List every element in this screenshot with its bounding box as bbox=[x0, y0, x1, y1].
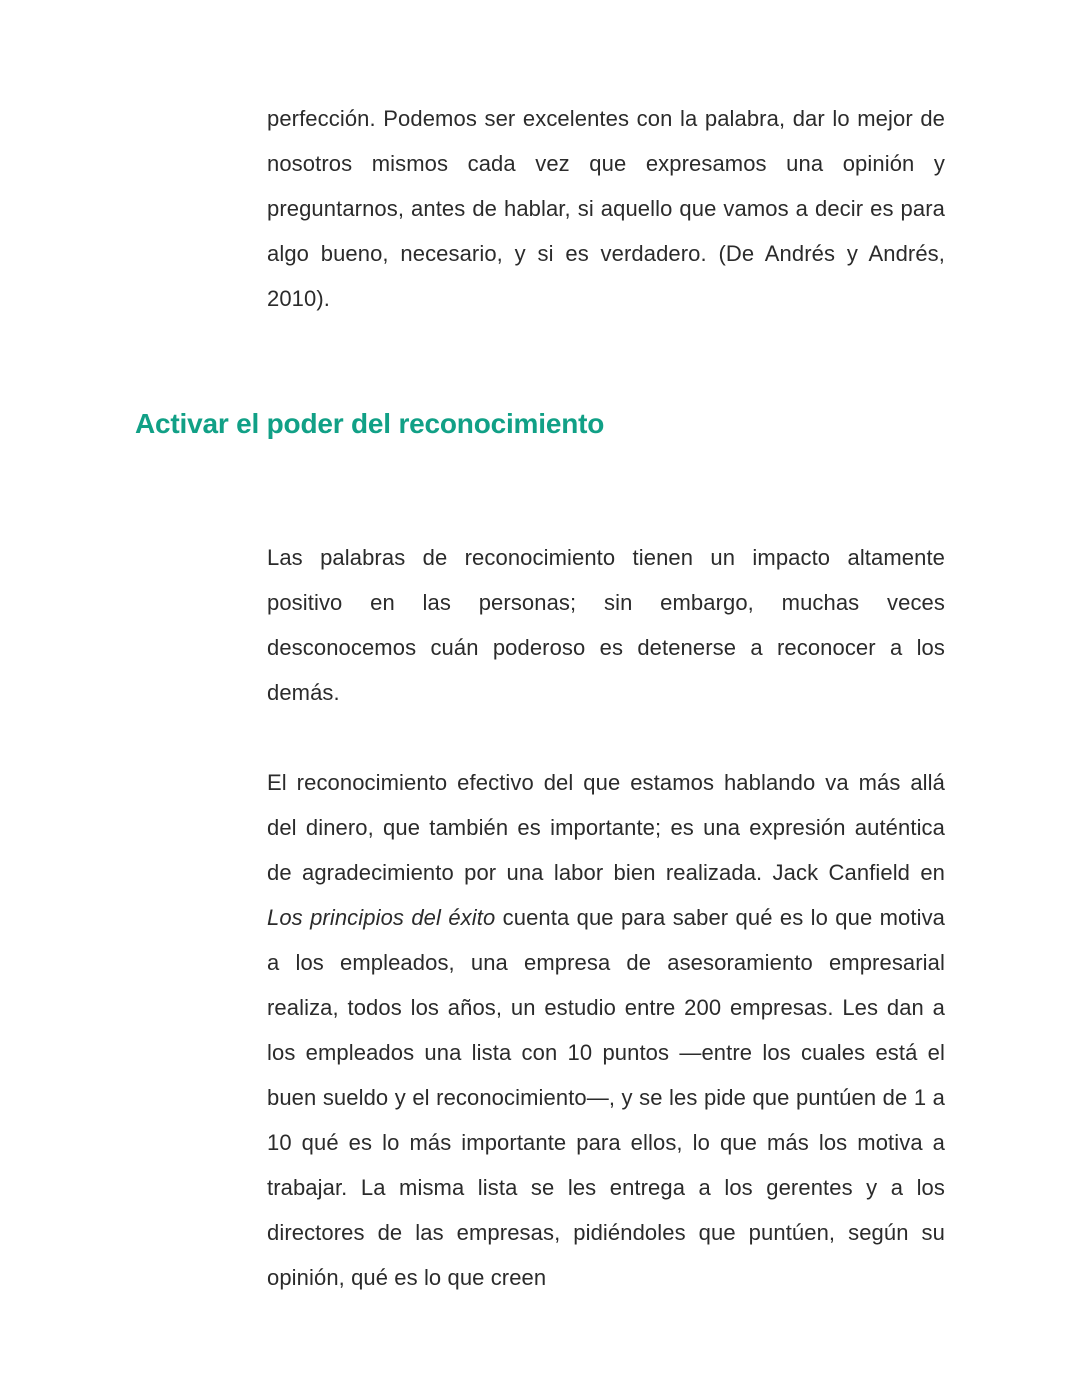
paragraph-intro: perfección. Podemos ser excelentes con la palabra, dar lo mejor de nosotros mismos cada vez que expresamos una opinión y preguntarnos, antes de hablar, si aquello que vamos a decir es para algo bueno, necesario, y si es verdadero. (De Andrés y Andrés, 2010). bbox=[267, 106, 945, 311]
paragraph-text-before-title: El reconocimiento efectivo del que estamos hablando va más allá del dinero, que también es importante; es una expresión auténtica de agradecimiento por una labor bien realizada. Jack Canfield en bbox=[267, 770, 945, 885]
paragraph-effective-recognition bbox=[267, 760, 945, 1300]
section-heading: Activar el poder del reconocimiento bbox=[135, 408, 605, 439]
paragraph-text-after-title: cuenta que para saber qué es lo que motiva a los empleados, una empresa de asesoramiento empresarial realiza, todos los años, un estudio entre 200 empresas. Les dan a los empleados una lista con 10 puntos —entre los cuales está el buen sueldo y el reconocimiento—, y se les pide que puntúen de 1 a 10 qué es lo más importante para ellos, lo que más los motiva a trabajar. La misma lista se les entrega a los gerentes y a los directores de las empresas, pidiéndoles que puntúen, según su opinión, qué es lo que creen bbox=[267, 905, 946, 1290]
paragraph-recognition-impact: Las palabras de reconocimiento tienen un impacto altamente positivo en las personas; sin embargo, muchas veces desconocemos cuán poderoso es detenerse a reconocer a los demás. bbox=[267, 545, 945, 705]
book-title: Los principios del éxito bbox=[267, 905, 496, 930]
